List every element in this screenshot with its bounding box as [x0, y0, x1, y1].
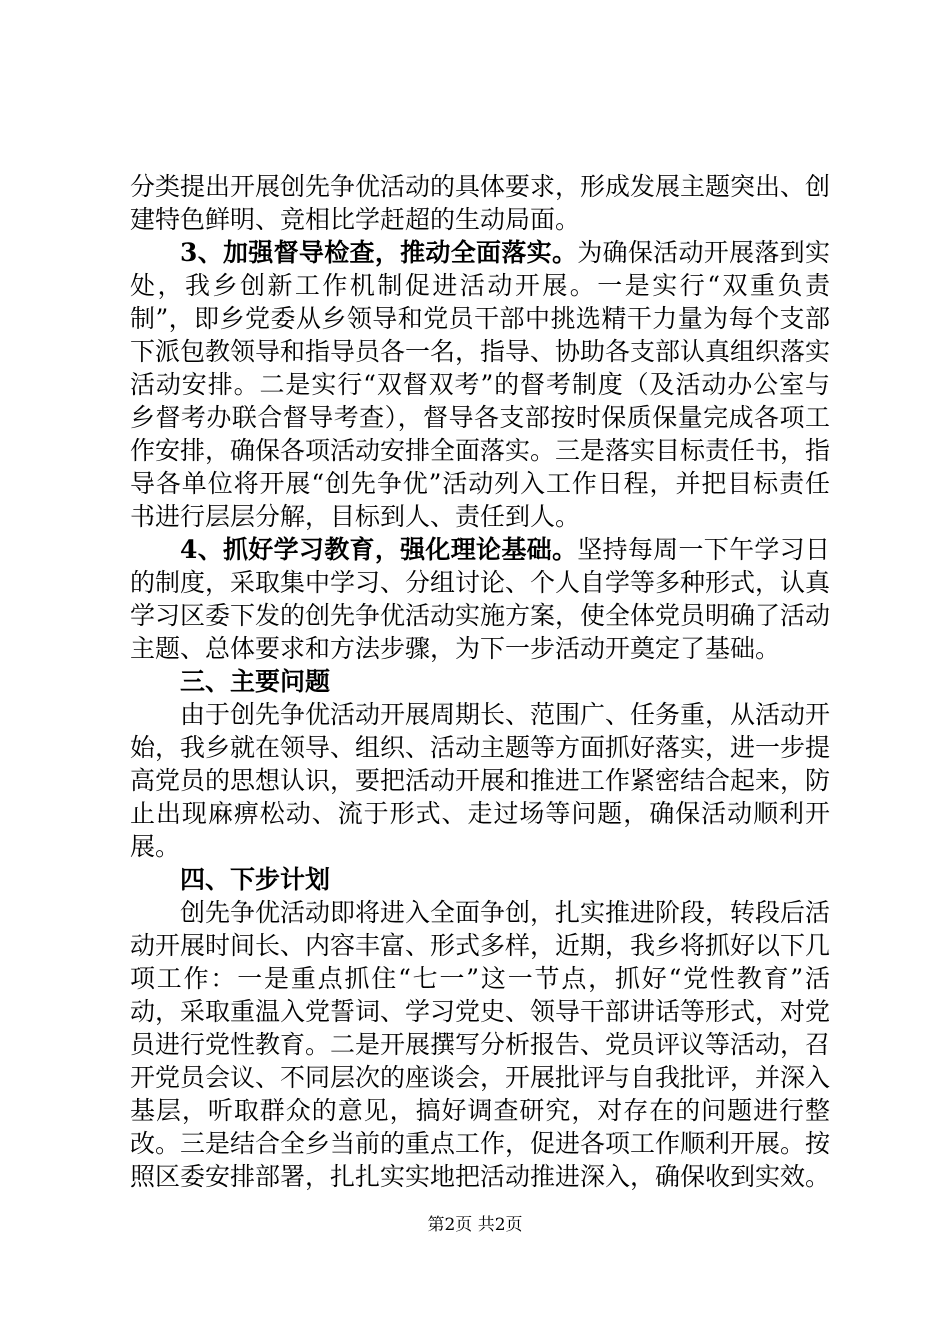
section-3-body: 由于创先争优活动开展周期长、范围广、任务重，从活动开始，我乡就在领导、组织、活动主题等方面抓好落实，进一步提高党员的思想认识，要把活动开展和推进工作紧密结合起来，防止出现麻痹松动、流于形式、走过场等问题，确保活动顺利开展。 — [130, 700, 831, 861]
page-footer: 第2页 共2页 — [427, 1215, 523, 1235]
paragraph-intro: 分类提出开展创先争优活动的具体要求，形成发展主题突出、创建特色鲜明、竞相比学赶超的生动局面。 — [130, 172, 831, 234]
item-3-heading: 3、加强督导检查，推动全面落实。 — [180, 238, 578, 267]
document-body — [130, 170, 830, 1193]
section-3-heading: 三、主要问题 — [180, 667, 331, 696]
paragraph-item-3 — [130, 236, 830, 533]
item-3-body: 为确保活动开展落到实处，我乡创新工作机制促进活动开展。一是实行“双重负责制”，即乡党委从乡领导和党员干部中挑选精干力量为每个支部下派包教领导和指导员各一名，指导、协助各支部认真组织落实活动安排。二是实行“双督双考”的督考制度（及活动办公室与乡督考办联合督导考查），督导各支部按时保质保量完成各项工作安排，确保各项活动安排全面落实。三是落实目标责任书，指导各单位将开展“创先争优”活动列入工作日程，并把目标责任书进行层层分解，目标到人、责任到人。 — [130, 238, 831, 531]
section-4-body: 创先争优活动即将进入全面争创，扎实推进阶段，转段后活动开展时间长、内容丰富、形式多样，近期，我乡将抓好以下几项工作：一是重点抓住“七一”这一节点，抓好“党性教育”活动，采取重温入党誓词、学习党史、领导干部讲话等形式，对党员进行党性教育。二是开展撰写分析报告、党员评议等活动，召开党员会议、不同层次的座谈会，开展批评与自我批评，并深入基层，听取群众的意见，搞好调查研究，对存在的问题进行整改。三是结合全乡当前的重点工作，促进各项工作顺利开展。按照区委安排部署，扎扎实实地把活动推进深入，确保收到实效。 — [130, 898, 831, 1191]
item-4-heading: 4、抓好学习教育，强化理论基础。 — [180, 535, 578, 564]
section-4-heading: 四、下步计划 — [180, 865, 331, 894]
paragraph-item-4 — [130, 533, 830, 665]
item-4-body: 坚持每周一下午学习日的制度，采取集中学习、分组讨论、个人自学等多种形式，认真学习区委下发的创先争优活动实施方案，使全体党员明确了活动主题、总体要求和方法步骤，为下一步活动开奠定了基础。 — [130, 535, 831, 663]
